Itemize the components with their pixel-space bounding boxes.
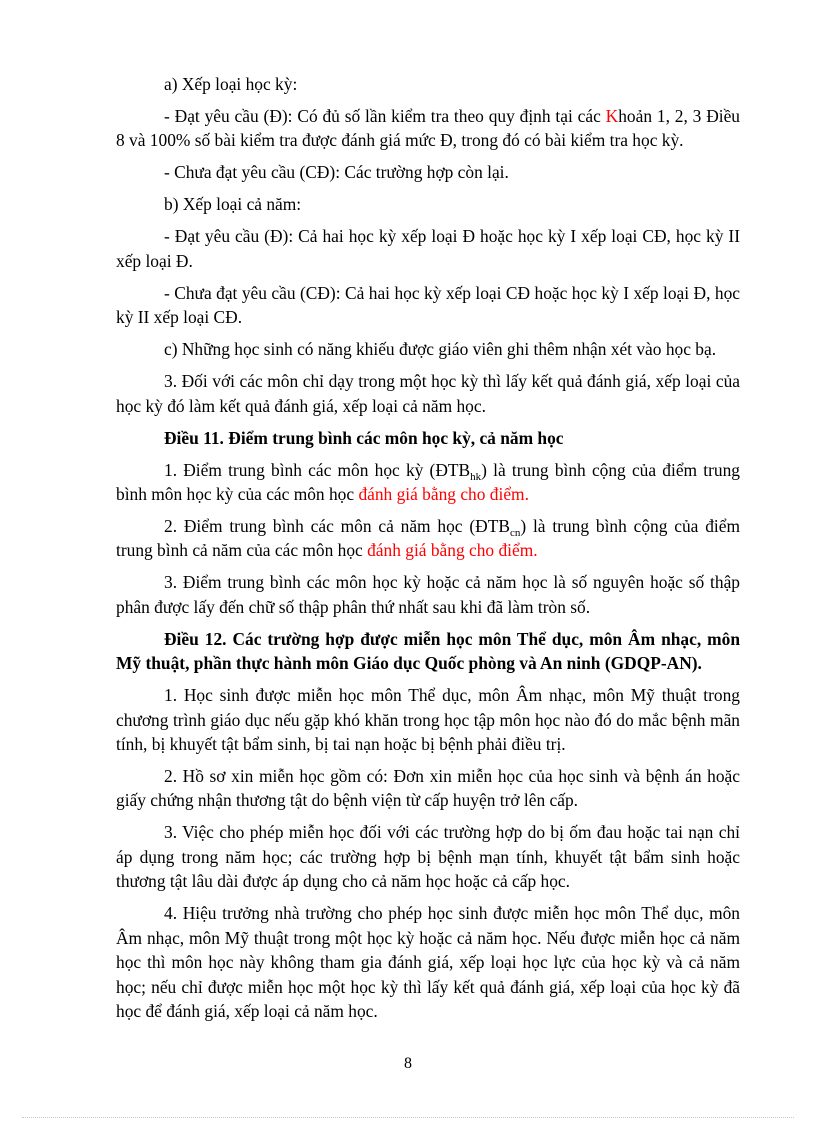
paragraph-year-classification: b) Xếp loại cả năm:: [164, 194, 302, 215]
paragraph-semester-pass: [116, 104, 740, 153]
paragraph-talented-students: c) Những học sinh có năng khiếu được giáo viên ghi thêm nhận xét vào học bạ.: [164, 339, 717, 360]
paragraph-year-fail: - Chưa đạt yêu cầu (CĐ): Cả hai học kỳ xếp loại CĐ hoặc học kỳ I xếp loại Đ, học kỳ II xếp loại CĐ.: [116, 282, 740, 328]
paragraph-semester-classification: a) Xếp loại học kỳ:: [164, 74, 298, 94]
text-segment: ) là trung bình cộng của điểm trung bình cả năm của các môn học: [116, 516, 740, 561]
paragraph-exemption-2: 2. Hồ sơ xin miễn học gồm có: Đơn xin miễn học của học sinh và bệnh án hoặc giấy chứng nhận thương tật do bệnh viện từ cấp huyện trở lên cấp.: [116, 766, 740, 811]
text-segment: 1. Điểm trung bình các môn học kỳ (ĐTB: [164, 459, 471, 480]
text-segment: ) là trung bình cộng của điểm trung bình môn học kỳ của các môn học: [116, 459, 740, 505]
subscript-cn: cn: [509, 527, 521, 540]
highlighted-phrase: đánh giá bằng cho điểm.: [358, 484, 529, 505]
article-12-heading: Điều 12. Các trường hợp được miễn học môn Thể dục, môn Âm nhạc, môn Mỹ thuật, phần thực hành môn Giáo dục Quốc phòng và An ninh (GDQP-AN).: [116, 628, 740, 674]
paragraph-exemption-1: 1. Học sinh được miễn học môn Thể dục, môn Âm nhạc, môn Mỹ thuật trong chương trình giáo dục nếu gặp khó khăn trong học tập môn học nào đó do mắc bệnh mãn tính, bị khuyết tật bẩm sinh, bị tai nạn hoặc bị bệnh phải điều trị.: [116, 685, 740, 755]
paragraph-semester-fail: - Chưa đạt yêu cầu (CĐ): Các trường hợp còn lại.: [164, 162, 509, 183]
paragraph-rounding: 3. Điểm trung bình các môn học kỳ hoặc cả năm học là số nguyên hoặc số thập phân được lấy đến chữ số thập phân thứ nhất sau khi đã làm tròn số.: [116, 572, 740, 617]
text-segment: 2. Điểm trung bình các môn cả năm học (ĐTB: [164, 516, 510, 537]
text-segment: - Đạt yêu cầu (Đ): Có đủ số lần kiểm tra theo quy định tại các: [164, 106, 606, 126]
article-11-heading: Điều 11. Điểm trung bình các môn học kỳ, cả năm học: [164, 427, 564, 448]
page-number: 8: [404, 1055, 412, 1072]
highlighted-letter: K: [605, 106, 619, 126]
paragraph-single-semester-subjects: 3. Đối với các môn chỉ dạy trong một học kỳ thì lấy kết quả đánh giá, xếp loại của học kỳ đó làm kết quả đánh giá, xếp loại cả năm học.: [116, 371, 740, 416]
text-segment: hoản 1, 2, 3 Điều 8 và 100% số bài kiểm tra được đánh giá mức Đ, trong đó có bài kiểm tra học kỳ.: [116, 106, 740, 151]
highlighted-phrase: đánh giá bằng cho điểm.: [367, 540, 538, 561]
paragraph-semester-average: [116, 458, 740, 507]
paragraph-exemption-3: 3. Việc cho phép miễn học đối với các trường hợp do bị ốm đau hoặc tai nạn chỉ áp dụng trong năm học; các trường hợp bị bệnh mạn tính, khuyết tật bẩm sinh hoặc thương tật lâu dài được áp dụng cho cả năm học hoặc cả cấp học.: [116, 822, 740, 892]
paragraph-year-pass: - Đạt yêu cầu (Đ): Cả hai học kỳ xếp loại Đ hoặc học kỳ I xếp loại CĐ, học kỳ II xếp loại Đ.: [116, 226, 740, 271]
paragraph-exemption-4: 4. Hiệu trưởng nhà trường cho phép học sinh được miễn học môn Thể dục, môn Âm nhạc, môn Mỹ thuật trong một học kỳ hoặc cả năm học. Nếu được miễn học cả năm học thì môn học này không tham gia đánh giá, xếp loại học lực của học kỳ và cả năm học; nếu chỉ được miễn học một học kỳ thì lấy kết quả đánh giá, xếp loại của học kỳ đã học để đánh giá, xếp loại cả năm học.: [116, 903, 740, 1021]
subscript-hk: hk: [470, 470, 482, 483]
page-bottom-divider: [22, 1117, 794, 1118]
paragraph-year-average: [116, 514, 740, 563]
document-body: [116, 72, 740, 1031]
